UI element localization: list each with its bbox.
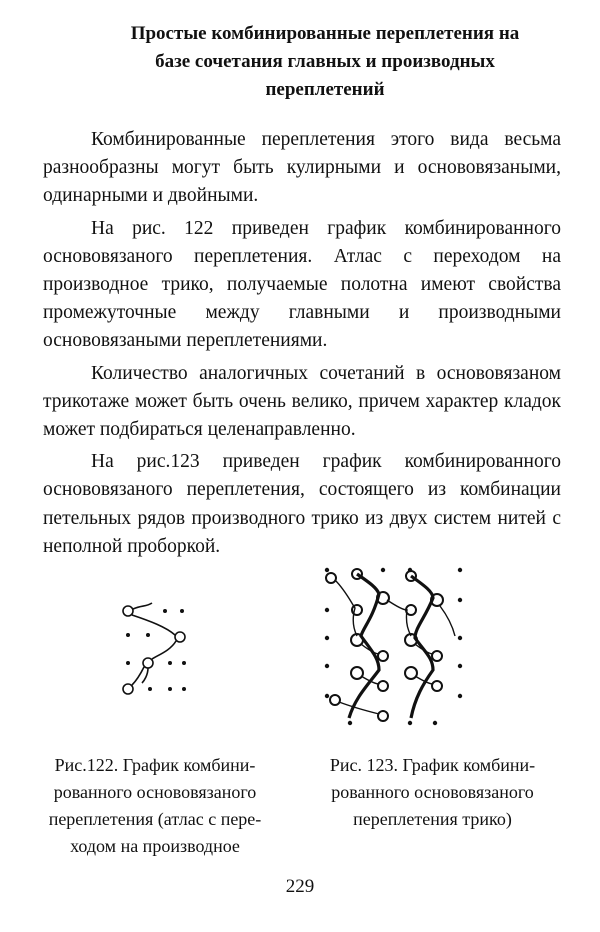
heading-line: базе сочетания главных и производных [155,51,495,72]
thin-yarn-path [335,580,455,714]
thick-yarn-path [349,574,433,718]
figure-123-caption [300,752,565,833]
paragraph: На рис.123 приведен график комбинированного основовязаного переплетения, состоящего из комбинации петельных рядов производного трико из двух систем нитей с неполной проборкой. [43,451,561,557]
caption-line: Рис.122. График комбини- [54,755,256,775]
yarn-loops [326,569,443,721]
needle-dot-grid [325,568,462,725]
caption-line: Рис. 123. График комбини- [329,755,536,775]
section-heading [95,20,555,104]
yarn-path [123,603,185,694]
heading-line: Простые комбинированные переплетения на [130,23,520,44]
page-number: 229 [285,876,315,897]
figure-123-lapping-diagram [315,558,470,728]
figure-122-caption [30,752,280,860]
caption-line: переплетения (атлас с пере- [48,809,262,829]
body-text [43,126,561,561]
caption-line: переплетения трико) [353,809,512,829]
caption-line: рованного основовязаного [331,782,534,802]
paragraph: Комбинированные переплетения этого вида весьма разнообразны могут быть кулирными и основовязаными, одинарными и двойными. [43,129,561,207]
figure-122-lapping-diagram [110,595,200,710]
needle-dot-grid [126,609,186,691]
caption-line: ходом на производное [70,836,240,856]
paragraph: Количество аналогичных сочетаний в основовязаном трикотаже может быть очень велико, причем характер кладок может подбираться целенаправленно. [43,362,561,441]
caption-line: рованного основовязаного [53,782,257,802]
heading-line: переплетений [265,79,385,100]
paragraph: На рис. 122 приведен график комбинированного основовязаного переплетения. Атлас с переходом на производное трико, получаемые полотна имеют свойства промежуточные между главными и производными основовязаными переплетениями. [43,217,561,352]
